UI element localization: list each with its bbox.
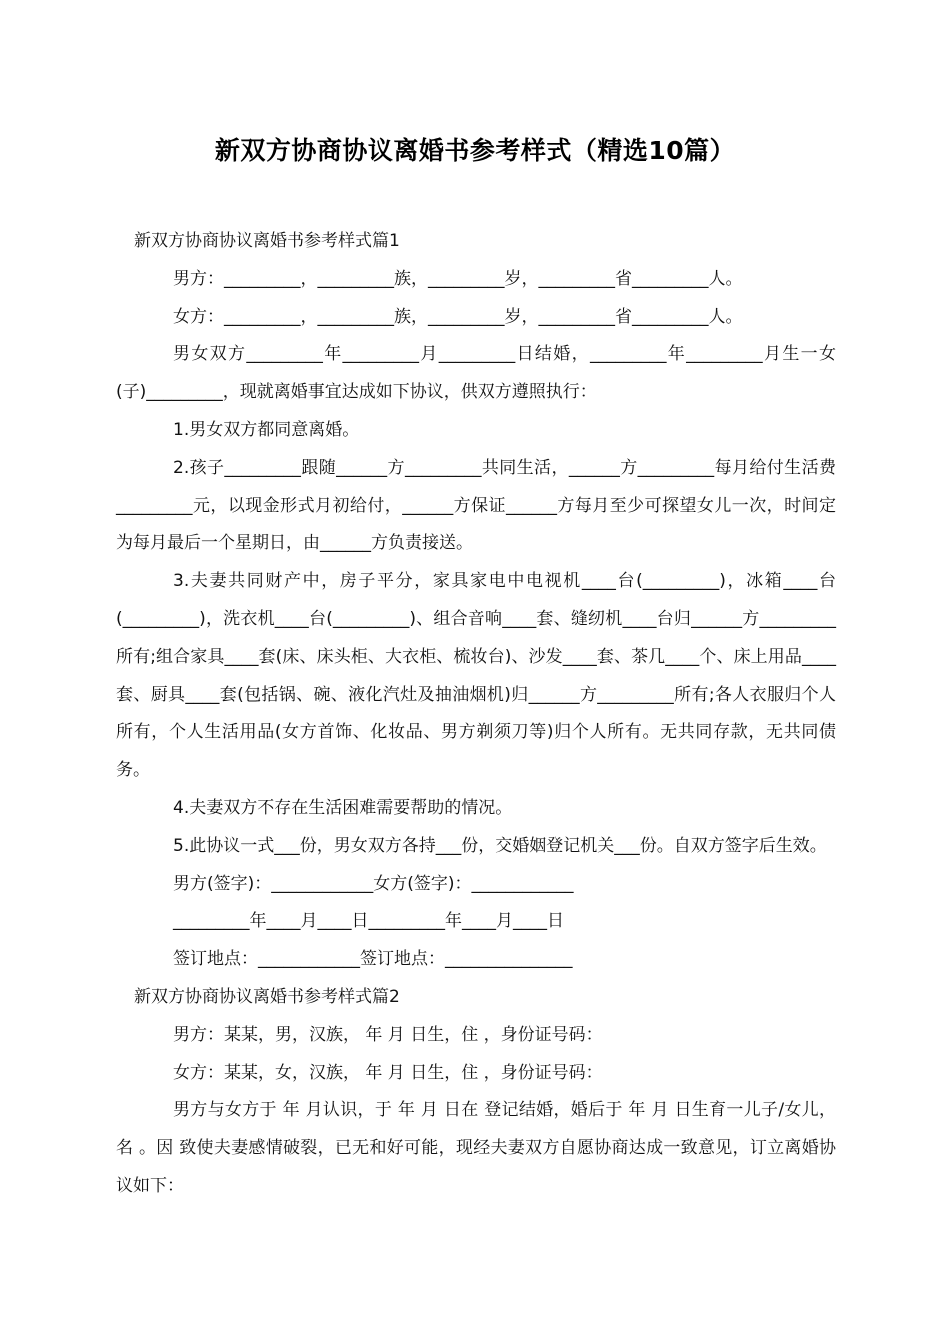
male-details-line: 男方：某某，男，汉族， 年 月 日生，住 ，身份证号码： bbox=[173, 1024, 603, 1045]
document-title: 新双方协商协议离婚书参考样式（精选10篇） bbox=[214, 136, 736, 165]
place-line: 签订地点：____________签订地点：_______________ bbox=[173, 949, 573, 970]
date-line: _________年____月____日_________年____月____日 bbox=[173, 911, 564, 932]
agreement-item-5: 5.此协议一式___份，男女双方各持___份，交婚姻登记机关___份。自双方签字后生效。 bbox=[173, 835, 827, 856]
agreement-item-2: 2.孩子_________跟随______方_________共同生活，______方_________每月给付生活费_________元，以现金形式月初给付，______方保证______方每月至少可探望女儿一次，时间定为每月最后一个星期日，由______方负责接送。 bbox=[116, 457, 836, 554]
female-info-line: 女方：_________，_________族，_________岁，_________省_________人。 bbox=[173, 306, 743, 327]
intro-paragraph: 男方与女方于 年 月认识，于 年 月 日在 登记结婚，婚后于 年 月 日生育一儿子/女儿，名 。因 致使夫妻感情破裂，已无和好可能，现经夫妻双方自愿协商达成一致意见，订立离婚协议如下： bbox=[116, 1100, 836, 1196]
signature-line: 男方(签字)：____________女方(签字)：____________ bbox=[173, 873, 574, 894]
section-heading-2: 新双方协商协议离婚书参考样式篇2 bbox=[134, 986, 400, 1007]
section-heading-1: 新双方协商协议离婚书参考样式篇1 bbox=[134, 231, 400, 251]
marriage-paragraph: 男女双方_________年_________月_________日结婚，_________年_________月生一女(子)_________，现就离婚事宜达成如下协议，供双方遵照执行： bbox=[116, 344, 836, 403]
agreement-item-1: 1.男女双方都同意离婚。 bbox=[173, 419, 360, 440]
agreement-item-4: 4.夫妻双方不存在生活困难需要帮助的情况。 bbox=[173, 797, 513, 818]
female-details-line: 女方：某某，女，汉族， 年 月 日生，住 ，身份证号码： bbox=[173, 1062, 603, 1083]
agreement-item-3: 3.夫妻共同财产中，房子平分，家具家电中电视机____台(_________)，冰箱____台(_________)，洗衣机____台(_________)、组合音响____套、缝纫机____台归______方_________所有;组合家具____套(床、床头柜、大衣柜、梳妆台)、沙发____套、茶几____个、床上用品____套、厨具____套(包括锅、碗、液化汽灶及抽油烟机)归______方_________所有;各人衣服归个人所有，个人生活用品(女方首饰、化妆品、男方剃须刀等)归个人所有。无共同存款，无共同债务。 bbox=[116, 571, 836, 781]
document-body bbox=[116, 223, 836, 1206]
male-info-line: 男方：_________，_________族，_________岁，_________省_________人。 bbox=[173, 268, 743, 289]
